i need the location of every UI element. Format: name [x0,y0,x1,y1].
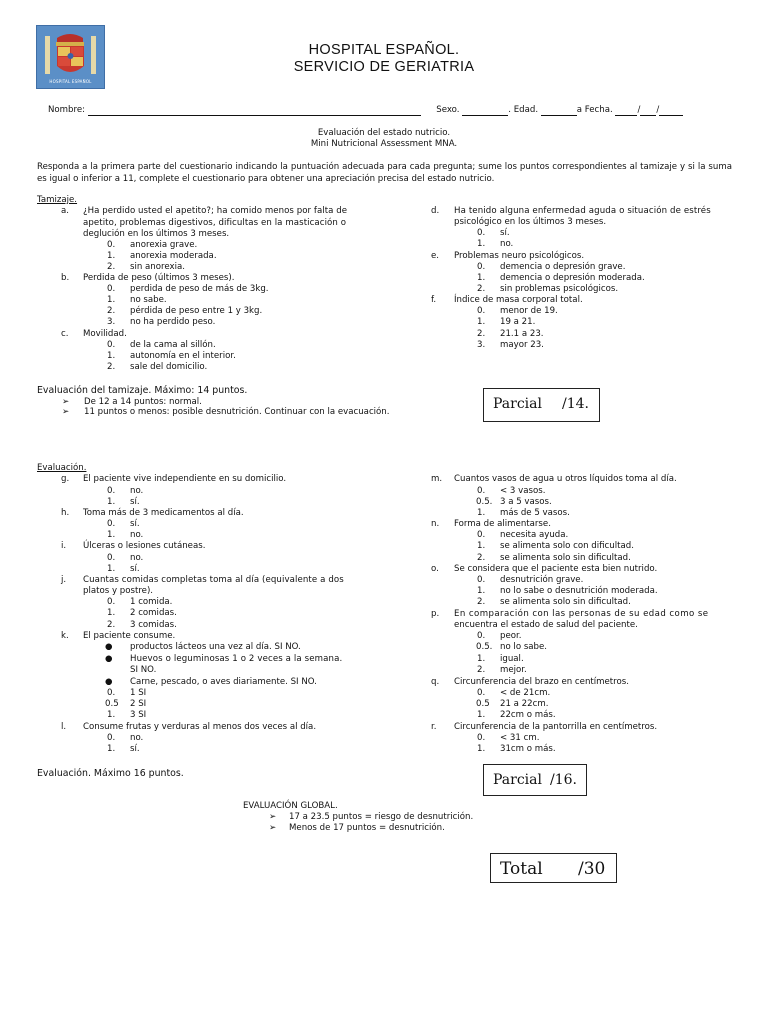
question-n: Forma de alimentarse. [454,519,551,529]
option-text[interactable]: peor. [500,631,522,641]
total-label: Total [500,859,543,879]
option-score: 0. [107,688,116,698]
arrow-bullet-icon: ➢ [269,823,277,833]
question-g: El paciente vive independiente en su domicilio. [83,474,287,484]
question-letter: q. [431,677,440,687]
option-score: 1. [107,497,116,507]
question-j: Cuantas comidas completas toma al día (equivalente a dos [83,575,344,585]
option-text[interactable]: 1 comida. [130,597,173,607]
parcial-max: /16. [550,772,577,788]
option-text[interactable]: productos lácteos una vez al día. SI NO. [130,642,301,652]
arrow-bullet-icon: ➢ [269,812,277,822]
question-letter: l. [61,722,67,732]
assessment-title: Evaluación del estado nutricio. [317,128,451,138]
question-letter: r. [431,722,437,732]
option-text[interactable]: < 31 cm. [500,733,540,743]
tamizaje-summary: Evaluación del tamizaje. Máximo: 14 puntos. [37,385,248,396]
tamizaje-rule: 11 puntos o menos: posible desnutrición. Continuar con la evacuación. [84,407,390,417]
nombre-label: Nombre: [48,105,86,115]
option-score: 2. [477,665,486,675]
option-text[interactable]: SI NO. [130,665,157,675]
arrow-bullet-icon: ➢ [62,397,70,407]
option-score: 1. [107,608,116,618]
option-score: 1. [107,295,116,305]
question-letter: p. [431,609,440,619]
question-p: En comparación con las personas de su edad como se [454,609,709,619]
option-score: 0. [107,284,116,294]
logo-caption: HOSPITAL ESPAÑOL [49,79,92,84]
option-text[interactable]: Carne, pescado, o aves diariamente. SI NO. [130,677,317,687]
option-score: 1. [107,744,116,754]
option-text[interactable]: 22cm o más. [500,710,556,720]
option-score: 1. [477,710,486,720]
option-text[interactable]: se alimenta solo sin dificultad. [500,597,631,607]
option-text[interactable]: desnutrición grave. [500,575,584,585]
question-j-cont: platos y postre). [83,586,154,596]
option-score: 0.5. [476,497,493,507]
option-score: 1. [107,710,116,720]
question-text: ¿Ha perdido usted el apetito?; ha comido menos por falta de [83,206,348,216]
question-letter: h. [61,508,70,518]
date-separator: / [656,105,660,115]
option-score: 1. [477,239,486,249]
question-text: apetito, problemas digestivos, dificultas en la masticación o [83,217,347,228]
form-line: Nombre: Sexo. . Edad. a Fecha. / / [48,105,683,116]
total-max: /30 [578,859,606,879]
option-score: 0. [107,340,116,350]
option-text[interactable]: se alimenta solo sin dificultad. [500,553,631,563]
edad-field[interactable] [541,106,577,116]
option-text[interactable]: 3 comidas. [130,620,177,630]
option-text[interactable]: sí. [130,744,140,754]
nombre-field[interactable] [88,106,421,116]
option-score: 2. [477,597,486,607]
option-score: 0. [477,486,486,496]
option-score: 0. [477,688,486,698]
option-score: 0. [477,306,486,316]
option-text[interactable]: sin anorexia. [130,262,185,272]
question-letter: m. [431,474,443,484]
option-text[interactable]: 2 comidas. [130,608,177,618]
option-score: 1. [477,654,486,664]
assessment-name: Mini Nutricional Assessment MNA. [310,139,458,149]
question-letter: a. [61,206,69,216]
option-text[interactable]: 19 a 21. [500,317,536,327]
edad-label: Edad. [513,105,539,115]
option-text[interactable]: sí. [130,497,140,507]
question-b: Perdida de peso (últimos 3 meses). [83,273,235,283]
option-text[interactable]: sin problemas psicológicos. [500,284,619,294]
option-text[interactable]: no sabe. [130,295,167,305]
bullet-dot-icon: ● [105,677,113,687]
option-text[interactable]: necesita ayuda. [500,530,569,540]
question-letter: g. [61,474,70,484]
total-30-box[interactable] [490,853,617,883]
option-score: 0. [477,733,486,743]
option-score: 3. [107,317,116,327]
option-text[interactable]: no. [500,239,514,249]
option-score: 0. [477,631,486,641]
option-text[interactable]: < de 21cm. [500,688,551,698]
question-k: El paciente consume. [83,631,176,641]
option-text[interactable]: igual. [500,654,524,664]
option-text[interactable]: no. [130,530,144,540]
global-heading: EVALUACIÓN GLOBAL. [243,801,338,811]
option-text[interactable]: 3 SI [130,710,147,720]
option-text[interactable]: mayor 23. [500,340,544,350]
question-letter: b. [61,273,70,283]
question-m: Cuantos vasos de agua u otros líquidos toma al día. [454,474,677,484]
option-score: 0. [107,519,116,529]
option-score: 0. [107,553,116,563]
option-score: 2. [107,262,116,272]
parcial-label: Parcial [493,772,542,788]
option-score: 1. [107,351,116,361]
option-text[interactable]: autonomía en el interior. [130,351,236,361]
bullet-dot-icon: ● [105,642,113,652]
option-score: 2. [107,306,116,316]
option-score: 0. [477,262,486,272]
option-score: 1. [477,744,486,754]
question-f: Índice de masa corporal total. [454,295,583,305]
parcial-14-box[interactable] [483,388,600,422]
option-score: 1. [477,508,486,518]
question-i: Úlceras o lesiones cutáneas. [83,541,206,551]
option-text[interactable]: no. [130,733,144,743]
option-text[interactable]: 21 a 22cm. [500,699,549,709]
option-score: 2. [477,329,486,339]
option-text[interactable]: 21.1 a 23. [500,329,544,339]
question-o: Se considera que el paciente esta bien nutrido. [454,564,658,574]
question-c: Movilidad. [83,329,127,339]
option-text[interactable]: de la cama al sillón. [130,340,216,350]
question-d-cont: psicológico en los últimos 3 meses. [454,217,607,227]
option-text[interactable]: anorexia grave. [130,240,198,250]
question-letter: i. [61,541,67,551]
question-letter: d. [431,206,440,216]
option-score: 3. [477,340,486,350]
option-text[interactable]: < 3 vasos. [500,486,546,496]
global-rule: 17 a 23.5 puntos = riesgo de desnutrición. [289,812,474,822]
evaluacion-heading: Evaluación. [37,463,87,473]
bullet-dot-icon: ● [105,654,113,664]
tamizaje-heading: Tamizaje. [37,195,78,205]
parcial-label: Parcial [493,396,542,412]
option-score: 1. [477,541,486,551]
question-letter: f. [431,295,437,305]
option-text[interactable]: no lo sabe o desnutrición moderada. [500,586,658,596]
option-text[interactable]: demencia o depresión grave. [500,262,626,272]
question-h: Toma más de 3 medicamentos al día. [83,508,244,518]
question-letter: n. [431,519,440,529]
option-text[interactable]: Huevos o leguminosas 1 o 2 veces a la semana. [130,654,343,664]
question-a [83,206,362,241]
question-letter: k. [61,631,69,641]
option-score: 0.5. [476,642,493,652]
option-text[interactable]: se alimenta solo con dificultad. [500,541,634,551]
fecha-month-field[interactable] [640,106,656,116]
option-text[interactable]: 2 SI [130,699,147,709]
parcial-16-box[interactable] [483,764,587,796]
option-score: 0. [107,733,116,743]
option-score: 1. [107,564,116,574]
fecha-year-field[interactable] [659,106,683,116]
option-score: 1. [477,586,486,596]
option-score: 0. [477,530,486,540]
option-text[interactable]: menor de 19. [500,306,558,316]
option-score: 0. [477,228,486,238]
option-score: 1. [477,273,486,283]
page-subtitle: SERVICIO DE GERIATRIA [293,59,475,75]
question-d: Ha tenido alguna enfermedad aguda o situación de estrés [454,206,711,216]
option-score: 2. [477,553,486,563]
sexo-field[interactable] [462,106,508,116]
date-separator: / [637,105,641,115]
question-letter: c. [61,329,69,339]
option-text[interactable]: mejor. [500,665,527,675]
option-score: 1. [107,251,116,261]
option-text[interactable]: sí. [130,519,140,529]
option-score: 2. [107,362,116,372]
evaluacion-summary: Evaluación. Máximo 16 puntos. [37,768,184,779]
option-text[interactable]: 31cm o más. [500,744,556,754]
tamizaje-rule: De 12 a 14 puntos: normal. [84,397,202,407]
question-letter: e. [431,251,440,261]
question-q: Circunferencia del brazo en centímetros. [454,677,629,687]
option-text[interactable]: más de 5 vasos. [500,508,570,518]
option-score: 0.5 [476,699,490,709]
option-text[interactable]: sí. [130,564,140,574]
option-text[interactable]: no. [130,553,144,563]
option-score: 0.5 [105,699,119,709]
option-score: 0. [477,575,486,585]
option-text[interactable]: perdida de peso de más de 3kg. [130,284,269,294]
option-text[interactable]: 1 SI [130,688,147,698]
sexo-label: Sexo. [436,105,460,115]
option-text[interactable]: anorexia moderada. [130,251,217,261]
option-text[interactable]: no ha perdido peso. [130,317,216,327]
option-score: 0. [107,597,116,607]
option-text[interactable]: sí. [500,228,510,238]
question-letter: j. [61,575,67,585]
global-rule: Menos de 17 puntos = desnutrición. [289,823,445,833]
option-score: 0. [107,240,116,250]
fecha-label: a Fecha. [576,105,613,115]
option-score: 2. [107,620,116,630]
question-r: Circunferencia de la pantorrilla en centímetros. [454,722,658,732]
option-text[interactable]: 3 a 5 vasos. [500,497,552,507]
option-text[interactable]: pérdida de peso entre 1 y 3kg. [130,306,263,316]
question-l: Consume frutas y verduras al menos dos veces al día. [83,722,317,732]
option-text[interactable]: sale del domicilio. [130,362,208,372]
option-score: 0. [107,486,116,496]
option-score: 1. [477,317,486,327]
option-text[interactable]: no. [130,486,144,496]
parcial-max: /14. [562,396,589,412]
question-e: Problemas neuro psicológicos. [454,251,585,261]
page-title: HOSPITAL ESPAÑOL. [308,42,460,58]
option-text[interactable]: no lo sabe. [500,642,548,652]
option-score: 1. [107,530,116,540]
question-text: deglución en los últimos 3 meses. [83,229,230,239]
question-letter: o. [431,564,439,574]
fecha-day-field[interactable] [615,106,637,116]
option-text[interactable]: demencia o depresión moderada. [500,273,645,283]
instructions-paragraph: Responda a la primera parte del cuestionario indicando la puntuación adecuada para cada pregunta; sume los puntos correspondientes al tamizaje y si la suma es igual o inferior a 11, complete el cuestionario para obtener una apreciación precisa del estado nutricio. [37,162,732,184]
arrow-bullet-icon: ➢ [62,407,70,417]
question-p-cont: encuentra el estado de salud del paciente. [454,620,638,630]
option-score: 2. [477,284,486,294]
